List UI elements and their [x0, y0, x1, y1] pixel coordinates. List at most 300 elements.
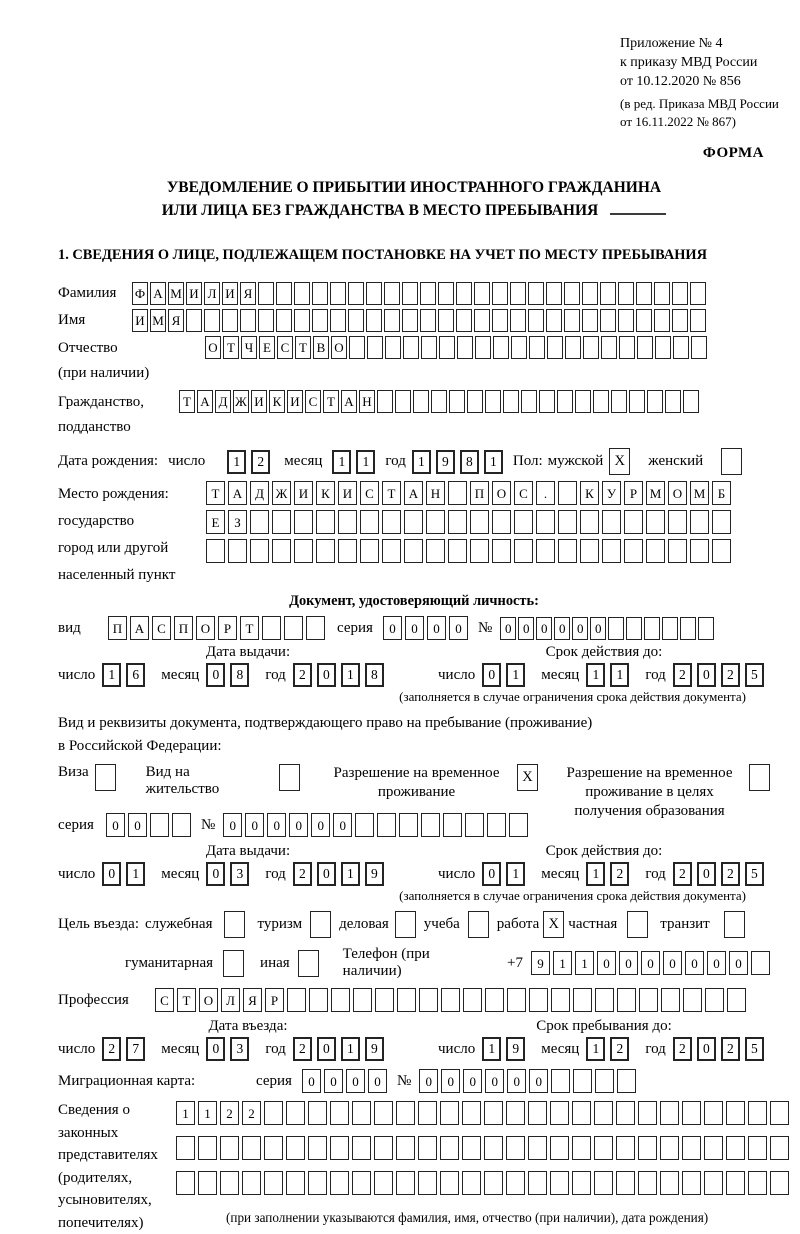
- char-cell[interactable]: [593, 390, 609, 413]
- char-cell[interactable]: [668, 539, 687, 563]
- char-cell[interactable]: [374, 1136, 393, 1160]
- char-cell[interactable]: 1: [126, 862, 145, 886]
- char-cell[interactable]: 9: [365, 862, 384, 886]
- char-cell[interactable]: [404, 539, 423, 563]
- char-cell[interactable]: [682, 1101, 701, 1125]
- char-cell[interactable]: [514, 539, 533, 563]
- char-cell[interactable]: [440, 1171, 459, 1195]
- char-cell[interactable]: [456, 282, 472, 305]
- char-cell[interactable]: [431, 390, 447, 413]
- char-cell[interactable]: [366, 282, 382, 305]
- char-cell[interactable]: 2: [293, 1037, 312, 1061]
- char-cell[interactable]: 2: [673, 1037, 692, 1061]
- char-cell[interactable]: [528, 309, 544, 332]
- char-cell[interactable]: [294, 510, 313, 534]
- char-cell[interactable]: 2: [293, 862, 312, 886]
- char-cell[interactable]: [316, 539, 335, 563]
- char-cell[interactable]: 0: [223, 813, 242, 837]
- char-cell[interactable]: [484, 1136, 503, 1160]
- char-cell[interactable]: [457, 336, 473, 359]
- char-cell[interactable]: [385, 336, 401, 359]
- char-cell[interactable]: 0: [500, 617, 516, 640]
- char-cell[interactable]: [284, 616, 303, 640]
- char-cell[interactable]: .: [536, 481, 555, 505]
- char-cell[interactable]: Е: [206, 510, 225, 534]
- char-cell[interactable]: [287, 988, 306, 1012]
- char-cell[interactable]: 2: [721, 1037, 740, 1061]
- char-cell[interactable]: [330, 309, 346, 332]
- char-cell[interactable]: [367, 336, 383, 359]
- char-cell[interactable]: П: [470, 481, 489, 505]
- char-cell[interactable]: [726, 1171, 745, 1195]
- char-cell[interactable]: [573, 1069, 592, 1093]
- char-cell[interactable]: [456, 309, 472, 332]
- purpose-humanitarian-checkbox[interactable]: [223, 950, 244, 977]
- char-cell[interactable]: [550, 1136, 569, 1160]
- char-cell[interactable]: 0: [102, 862, 121, 886]
- char-cell[interactable]: [514, 510, 533, 534]
- char-cell[interactable]: О: [331, 336, 347, 359]
- char-cell[interactable]: [595, 1069, 614, 1093]
- char-cell[interactable]: Т: [179, 390, 195, 413]
- char-cell[interactable]: [220, 1136, 239, 1160]
- char-cell[interactable]: [626, 617, 642, 640]
- char-cell[interactable]: 0: [707, 951, 726, 975]
- visa-checkbox[interactable]: [95, 764, 116, 791]
- char-cell[interactable]: [448, 510, 467, 534]
- char-cell[interactable]: [565, 336, 581, 359]
- char-cell[interactable]: А: [228, 481, 247, 505]
- char-cell[interactable]: [580, 539, 599, 563]
- char-cell[interactable]: Ф: [132, 282, 148, 305]
- char-cell[interactable]: С: [152, 616, 171, 640]
- char-cell[interactable]: [272, 539, 291, 563]
- char-cell[interactable]: [395, 390, 411, 413]
- char-cell[interactable]: 1: [506, 862, 525, 886]
- char-cell[interactable]: [330, 1101, 349, 1125]
- char-cell[interactable]: 3: [230, 862, 249, 886]
- char-cell[interactable]: [558, 481, 577, 505]
- char-cell[interactable]: [690, 539, 709, 563]
- char-cell[interactable]: 1: [586, 663, 605, 687]
- char-cell[interactable]: [546, 282, 562, 305]
- char-cell[interactable]: [484, 1171, 503, 1195]
- char-cell[interactable]: 5: [745, 1037, 764, 1061]
- char-cell[interactable]: [438, 309, 454, 332]
- char-cell[interactable]: 0: [729, 951, 748, 975]
- char-cell[interactable]: [618, 282, 634, 305]
- char-cell[interactable]: П: [108, 616, 127, 640]
- char-cell[interactable]: [616, 1136, 635, 1160]
- char-cell[interactable]: [704, 1101, 723, 1125]
- sex-male-checkbox[interactable]: X: [609, 448, 630, 475]
- char-cell[interactable]: 0: [206, 1037, 225, 1061]
- char-cell[interactable]: 2: [673, 862, 692, 886]
- char-cell[interactable]: [521, 390, 537, 413]
- char-cell[interactable]: Р: [265, 988, 284, 1012]
- char-cell[interactable]: 1: [198, 1101, 217, 1125]
- char-cell[interactable]: [575, 390, 591, 413]
- char-cell[interactable]: [636, 309, 652, 332]
- char-cell[interactable]: [600, 309, 616, 332]
- char-cell[interactable]: [382, 510, 401, 534]
- char-cell[interactable]: 0: [485, 1069, 504, 1093]
- char-cell[interactable]: [420, 282, 436, 305]
- char-cell[interactable]: [680, 617, 696, 640]
- char-cell[interactable]: 0: [619, 951, 638, 975]
- char-cell[interactable]: Е: [259, 336, 275, 359]
- char-cell[interactable]: [510, 309, 526, 332]
- char-cell[interactable]: 1: [102, 663, 121, 687]
- char-cell[interactable]: [462, 1101, 481, 1125]
- purpose-tourism-checkbox[interactable]: [310, 911, 331, 938]
- char-cell[interactable]: Я: [243, 988, 262, 1012]
- char-cell[interactable]: [748, 1136, 767, 1160]
- char-cell[interactable]: [286, 1171, 305, 1195]
- char-cell[interactable]: [316, 510, 335, 534]
- char-cell[interactable]: [418, 1171, 437, 1195]
- char-cell[interactable]: 2: [102, 1037, 121, 1061]
- char-cell[interactable]: [276, 309, 292, 332]
- char-cell[interactable]: 0: [427, 616, 446, 640]
- char-cell[interactable]: [602, 539, 621, 563]
- char-cell[interactable]: [262, 616, 281, 640]
- char-cell[interactable]: [440, 1101, 459, 1125]
- char-cell[interactable]: А: [404, 481, 423, 505]
- char-cell[interactable]: [529, 336, 545, 359]
- char-cell[interactable]: [705, 988, 724, 1012]
- char-cell[interactable]: Ж: [272, 481, 291, 505]
- char-cell[interactable]: [528, 1171, 547, 1195]
- char-cell[interactable]: [467, 390, 483, 413]
- char-cell[interactable]: [374, 1101, 393, 1125]
- char-cell[interactable]: [673, 336, 689, 359]
- char-cell[interactable]: [443, 813, 462, 837]
- char-cell[interactable]: [550, 1101, 569, 1125]
- char-cell[interactable]: У: [602, 481, 621, 505]
- char-cell[interactable]: А: [130, 616, 149, 640]
- char-cell[interactable]: [595, 988, 614, 1012]
- purpose-other-checkbox[interactable]: [298, 950, 319, 977]
- char-cell[interactable]: Т: [295, 336, 311, 359]
- char-cell[interactable]: [751, 951, 770, 975]
- char-cell[interactable]: Т: [223, 336, 239, 359]
- char-cell[interactable]: 0: [590, 617, 606, 640]
- char-cell[interactable]: 1: [506, 663, 525, 687]
- char-cell[interactable]: [294, 309, 310, 332]
- char-cell[interactable]: [660, 1101, 679, 1125]
- char-cell[interactable]: [198, 1136, 217, 1160]
- char-cell[interactable]: [308, 1171, 327, 1195]
- char-cell[interactable]: [353, 988, 372, 1012]
- char-cell[interactable]: [349, 336, 365, 359]
- char-cell[interactable]: [662, 617, 678, 640]
- char-cell[interactable]: [419, 988, 438, 1012]
- char-cell[interactable]: 0: [463, 1069, 482, 1093]
- char-cell[interactable]: 2: [673, 663, 692, 687]
- char-cell[interactable]: [421, 336, 437, 359]
- char-cell[interactable]: [276, 282, 292, 305]
- char-cell[interactable]: 8: [460, 450, 479, 474]
- char-cell[interactable]: [712, 510, 731, 534]
- char-cell[interactable]: [150, 813, 169, 837]
- char-cell[interactable]: [418, 1101, 437, 1125]
- char-cell[interactable]: [352, 1171, 371, 1195]
- char-cell[interactable]: [206, 539, 225, 563]
- char-cell[interactable]: [580, 510, 599, 534]
- char-cell[interactable]: 0: [267, 813, 286, 837]
- char-cell[interactable]: И: [251, 390, 267, 413]
- char-cell[interactable]: [770, 1101, 789, 1125]
- char-cell[interactable]: 0: [106, 813, 125, 837]
- char-cell[interactable]: [465, 813, 484, 837]
- char-cell[interactable]: [726, 1101, 745, 1125]
- char-cell[interactable]: [420, 309, 436, 332]
- purpose-official-checkbox[interactable]: [224, 911, 245, 938]
- char-cell[interactable]: [426, 539, 445, 563]
- char-cell[interactable]: [404, 510, 423, 534]
- char-cell[interactable]: [712, 539, 731, 563]
- char-cell[interactable]: 9: [506, 1037, 525, 1061]
- residence-permit-checkbox[interactable]: [279, 764, 300, 791]
- char-cell[interactable]: 0: [289, 813, 308, 837]
- char-cell[interactable]: [646, 510, 665, 534]
- char-cell[interactable]: 1: [586, 862, 605, 886]
- char-cell[interactable]: В: [313, 336, 329, 359]
- char-cell[interactable]: [258, 282, 274, 305]
- char-cell[interactable]: 0: [507, 1069, 526, 1093]
- char-cell[interactable]: [727, 988, 746, 1012]
- char-cell[interactable]: С: [305, 390, 321, 413]
- char-cell[interactable]: [668, 510, 687, 534]
- char-cell[interactable]: [492, 309, 508, 332]
- char-cell[interactable]: 0: [245, 813, 264, 837]
- char-cell[interactable]: [492, 539, 511, 563]
- char-cell[interactable]: [220, 1171, 239, 1195]
- char-cell[interactable]: [608, 617, 624, 640]
- char-cell[interactable]: [637, 336, 653, 359]
- char-cell[interactable]: Т: [382, 481, 401, 505]
- char-cell[interactable]: [462, 1171, 481, 1195]
- char-cell[interactable]: О: [205, 336, 221, 359]
- char-cell[interactable]: 2: [721, 663, 740, 687]
- char-cell[interactable]: С: [277, 336, 293, 359]
- char-cell[interactable]: [536, 510, 555, 534]
- char-cell[interactable]: К: [580, 481, 599, 505]
- char-cell[interactable]: [441, 988, 460, 1012]
- char-cell[interactable]: [352, 1136, 371, 1160]
- char-cell[interactable]: [377, 390, 393, 413]
- char-cell[interactable]: [558, 539, 577, 563]
- char-cell[interactable]: [240, 309, 256, 332]
- char-cell[interactable]: [421, 813, 440, 837]
- char-cell[interactable]: [594, 1171, 613, 1195]
- char-cell[interactable]: [198, 1171, 217, 1195]
- char-cell[interactable]: [506, 1171, 525, 1195]
- char-cell[interactable]: [308, 1136, 327, 1160]
- char-cell[interactable]: [665, 390, 681, 413]
- char-cell[interactable]: [172, 813, 191, 837]
- char-cell[interactable]: [748, 1171, 767, 1195]
- char-cell[interactable]: [294, 282, 310, 305]
- char-cell[interactable]: 0: [482, 663, 501, 687]
- char-cell[interactable]: [348, 309, 364, 332]
- char-cell[interactable]: [338, 539, 357, 563]
- char-cell[interactable]: 9: [365, 1037, 384, 1061]
- char-cell[interactable]: 3: [230, 1037, 249, 1061]
- char-cell[interactable]: [594, 1101, 613, 1125]
- char-cell[interactable]: 0: [536, 617, 552, 640]
- char-cell[interactable]: [186, 309, 202, 332]
- char-cell[interactable]: [348, 282, 364, 305]
- char-cell[interactable]: [510, 282, 526, 305]
- char-cell[interactable]: [624, 539, 643, 563]
- char-cell[interactable]: 0: [346, 1069, 365, 1093]
- char-cell[interactable]: [639, 988, 658, 1012]
- char-cell[interactable]: [690, 510, 709, 534]
- char-cell[interactable]: [493, 336, 509, 359]
- char-cell[interactable]: Т: [240, 616, 259, 640]
- char-cell[interactable]: Ч: [241, 336, 257, 359]
- char-cell[interactable]: С: [360, 481, 379, 505]
- char-cell[interactable]: Б: [712, 481, 731, 505]
- char-cell[interactable]: [661, 988, 680, 1012]
- char-cell[interactable]: З: [228, 510, 247, 534]
- char-cell[interactable]: 0: [697, 1037, 716, 1061]
- char-cell[interactable]: [611, 390, 627, 413]
- char-cell[interactable]: [222, 309, 238, 332]
- char-cell[interactable]: [624, 510, 643, 534]
- char-cell[interactable]: Я: [168, 309, 184, 332]
- char-cell[interactable]: 2: [293, 663, 312, 687]
- char-cell[interactable]: К: [316, 481, 335, 505]
- char-cell[interactable]: 0: [311, 813, 330, 837]
- char-cell[interactable]: [682, 1171, 701, 1195]
- char-cell[interactable]: [655, 336, 671, 359]
- char-cell[interactable]: [474, 309, 490, 332]
- char-cell[interactable]: [330, 1171, 349, 1195]
- char-cell[interactable]: Ж: [233, 390, 249, 413]
- char-cell[interactable]: [654, 282, 670, 305]
- char-cell[interactable]: [272, 510, 291, 534]
- char-cell[interactable]: [250, 539, 269, 563]
- char-cell[interactable]: [440, 1136, 459, 1160]
- char-cell[interactable]: Л: [204, 282, 220, 305]
- char-cell[interactable]: [228, 539, 247, 563]
- char-cell[interactable]: [557, 390, 573, 413]
- char-cell[interactable]: [462, 1136, 481, 1160]
- char-cell[interactable]: М: [690, 481, 709, 505]
- char-cell[interactable]: Д: [250, 481, 269, 505]
- char-cell[interactable]: [528, 1101, 547, 1125]
- char-cell[interactable]: 0: [518, 617, 534, 640]
- char-cell[interactable]: [475, 336, 491, 359]
- char-cell[interactable]: [377, 813, 396, 837]
- char-cell[interactable]: [264, 1101, 283, 1125]
- char-cell[interactable]: 0: [449, 616, 468, 640]
- char-cell[interactable]: 0: [324, 1069, 343, 1093]
- char-cell[interactable]: [547, 336, 563, 359]
- char-cell[interactable]: [564, 282, 580, 305]
- char-cell[interactable]: [582, 309, 598, 332]
- char-cell[interactable]: [360, 539, 379, 563]
- char-cell[interactable]: Н: [426, 481, 445, 505]
- char-cell[interactable]: [506, 1136, 525, 1160]
- char-cell[interactable]: [572, 1101, 591, 1125]
- char-cell[interactable]: [312, 309, 328, 332]
- char-cell[interactable]: 6: [126, 663, 145, 687]
- char-cell[interactable]: [463, 988, 482, 1012]
- char-cell[interactable]: Т: [206, 481, 225, 505]
- char-cell[interactable]: 0: [333, 813, 352, 837]
- char-cell[interactable]: 0: [572, 617, 588, 640]
- char-cell[interactable]: [770, 1171, 789, 1195]
- char-cell[interactable]: 0: [368, 1069, 387, 1093]
- char-cell[interactable]: [448, 539, 467, 563]
- char-cell[interactable]: 0: [697, 663, 716, 687]
- char-cell[interactable]: 2: [610, 862, 629, 886]
- char-cell[interactable]: [485, 988, 504, 1012]
- char-cell[interactable]: [426, 510, 445, 534]
- char-cell[interactable]: [638, 1101, 657, 1125]
- char-cell[interactable]: [503, 390, 519, 413]
- char-cell[interactable]: 7: [126, 1037, 145, 1061]
- char-cell[interactable]: [601, 336, 617, 359]
- char-cell[interactable]: 1: [610, 663, 629, 687]
- char-cell[interactable]: [600, 282, 616, 305]
- char-cell[interactable]: [704, 1136, 723, 1160]
- char-cell[interactable]: 0: [441, 1069, 460, 1093]
- char-cell[interactable]: М: [168, 282, 184, 305]
- char-cell[interactable]: 1: [553, 951, 572, 975]
- char-cell[interactable]: 0: [663, 951, 682, 975]
- purpose-study-checkbox[interactable]: [468, 911, 489, 938]
- char-cell[interactable]: [418, 1136, 437, 1160]
- char-cell[interactable]: [660, 1171, 679, 1195]
- char-cell[interactable]: 1: [341, 663, 360, 687]
- char-cell[interactable]: [647, 390, 663, 413]
- char-cell[interactable]: [572, 1136, 591, 1160]
- char-cell[interactable]: 8: [365, 663, 384, 687]
- char-cell[interactable]: [654, 309, 670, 332]
- char-cell[interactable]: 0: [482, 862, 501, 886]
- purpose-private-checkbox[interactable]: [627, 911, 648, 938]
- char-cell[interactable]: Т: [177, 988, 196, 1012]
- char-cell[interactable]: 2: [220, 1101, 239, 1125]
- char-cell[interactable]: Т: [323, 390, 339, 413]
- purpose-business-checkbox[interactable]: [395, 911, 416, 938]
- char-cell[interactable]: [572, 1171, 591, 1195]
- char-cell[interactable]: 5: [745, 663, 764, 687]
- char-cell[interactable]: О: [199, 988, 218, 1012]
- char-cell[interactable]: [646, 539, 665, 563]
- char-cell[interactable]: [438, 282, 454, 305]
- char-cell[interactable]: 8: [230, 663, 249, 687]
- char-cell[interactable]: [330, 282, 346, 305]
- char-cell[interactable]: [470, 539, 489, 563]
- char-cell[interactable]: О: [196, 616, 215, 640]
- char-cell[interactable]: 0: [405, 616, 424, 640]
- char-cell[interactable]: [528, 282, 544, 305]
- char-cell[interactable]: 2: [721, 862, 740, 886]
- char-cell[interactable]: [583, 336, 599, 359]
- char-cell[interactable]: [660, 1136, 679, 1160]
- char-cell[interactable]: [413, 390, 429, 413]
- char-cell[interactable]: [748, 1101, 767, 1125]
- char-cell[interactable]: [355, 813, 374, 837]
- char-cell[interactable]: [511, 336, 527, 359]
- char-cell[interactable]: [704, 1171, 723, 1195]
